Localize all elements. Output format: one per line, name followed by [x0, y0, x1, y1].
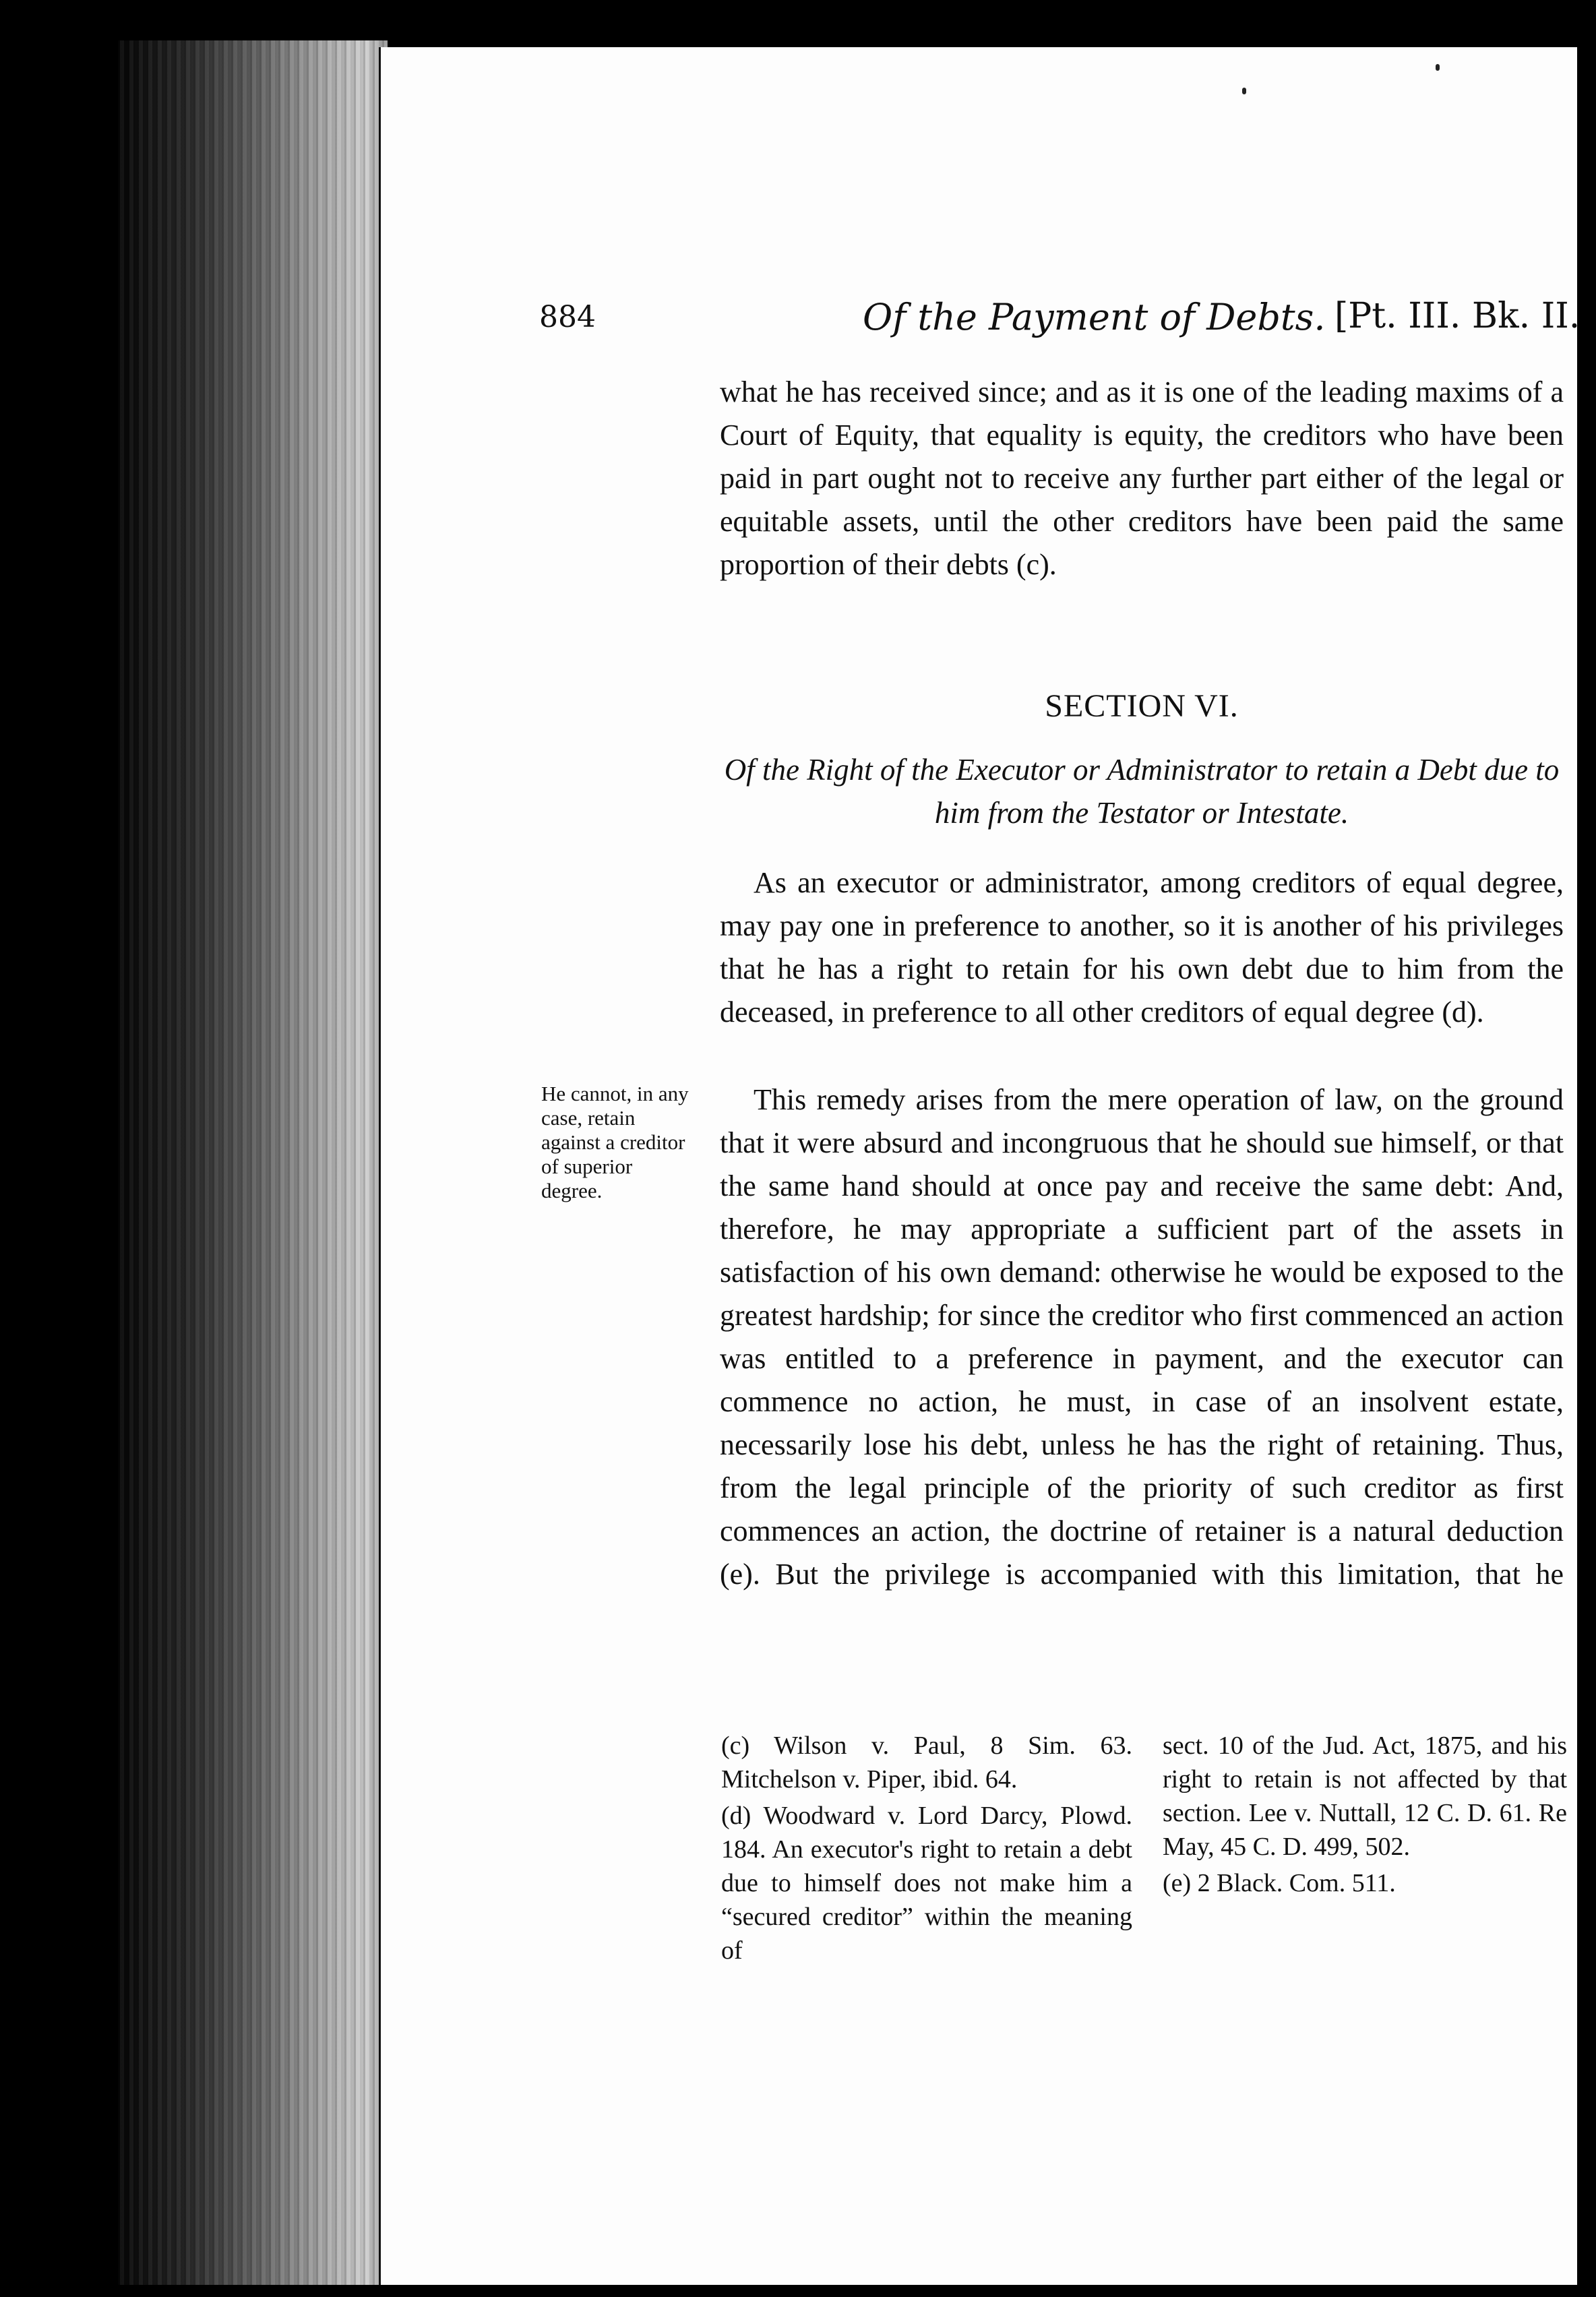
footnote-d: (d) Woodward v. Lord Darcy, Plowd. 184. An executor's right to retain a debt due to himself does not make him a “secured creditor” within the meaning of	[721, 1802, 1132, 1965]
paragraph-remedy: This remedy arises from the mere operation of law, on the ground that it were absurd and incongruous that he should sue himself, or that the same hand should at once pay and receive the same debt: And, therefore, he may appropriate a sufficient part of the assets in satisfaction of his own demand: otherwise he would be exposed to the greatest hardship; for since the creditor who first commenced an action was entitled to a preference in payment, and the executor can commence no action, he must, in case of an insolvent estate, necessarily lose his debt, unless he has the right of retaining. Thus, from the legal principle of the priority of such creditor as first commences an action, the doctrine of retainer is a natural deduction (e). But the privilege is accompanied with this limitation, that he	[720, 1083, 1564, 1591]
footnote-d-continued: sect. 10 of the Jud. Act, 1875, and his right to retain is not affected by that section. Lee v. Nuttall, 12 C. D. 61. Re May, 45 C. D. 499, 502.	[1163, 1732, 1567, 1861]
spine-texture	[118, 40, 388, 2285]
footnote-c: (c) Wilson v. Paul, 8 Sim. 63. Mitchelson v. Piper, ibid. 64.	[721, 1732, 1132, 1794]
running-title: Of the Payment of Debts.	[863, 296, 1326, 338]
paragraph-continued: what he has received since; and as it is one of the leading maxims of a Court of Equity, that equality is equity, the creditors who have been paid in part ought not to receive any further part either of the legal or equitable assets, until the other creditors have been paid the same proportion of their debts (c).	[720, 375, 1564, 581]
page-number: 884	[539, 300, 596, 334]
section-subheading: Of the Right of the Executor or Administrator to retain a Debt due to him from the Testator or Intestate.	[724, 753, 1560, 830]
footnotes-left-column	[721, 1729, 1132, 1970]
part-reference: [Pt. III. Bk. II.	[1334, 296, 1580, 336]
footnote-e: (e) 2 Black. Com. 511.	[1163, 1869, 1396, 1897]
marginal-note: He cannot, in any case, retain against a creditor of superior degree.	[541, 1082, 689, 1202]
paragraph-executor-retain: As an executor or administrator, among creditors of equal degree, may pay one in preference to another, so it is another of his privileges that he has a right to retain for his own debt due to him from the deceased, in preference to all other creditors of equal degree (d).	[720, 866, 1564, 1029]
scan-speck	[1436, 64, 1440, 71]
scan-speck	[1242, 88, 1246, 94]
section-heading: SECTION VI.	[1045, 688, 1239, 724]
page-header	[539, 296, 1580, 347]
footnotes-right-column	[1163, 1729, 1567, 1903]
